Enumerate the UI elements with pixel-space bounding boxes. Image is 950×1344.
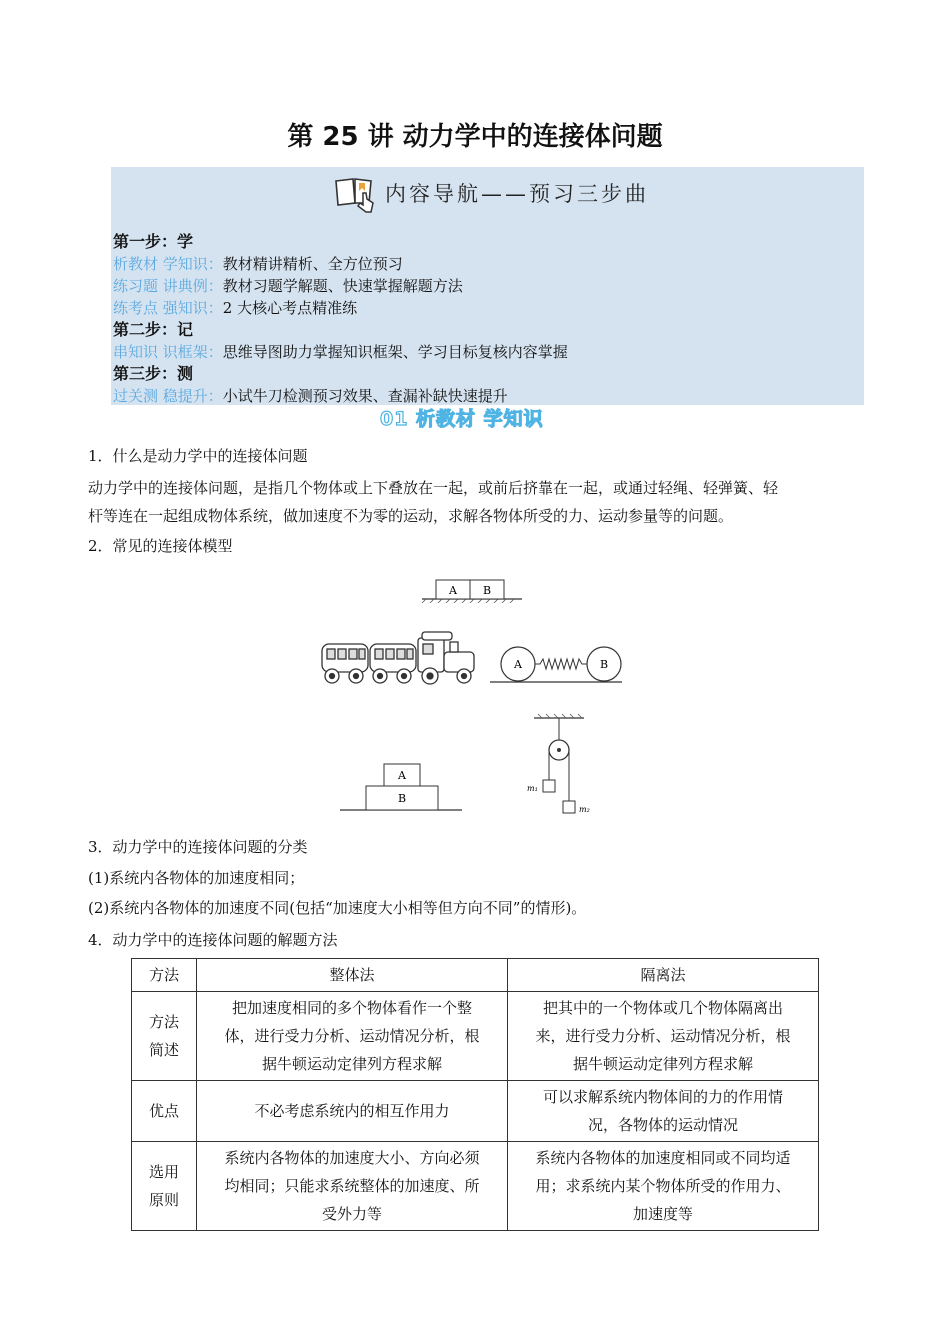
- section-banner: 01 析教材 学知识: [380, 408, 544, 430]
- table-row: [132, 1142, 819, 1231]
- nav-row-label: 串知识 识框架：: [113, 343, 223, 361]
- nav-row-label: 练习题 讲典例：: [113, 277, 223, 295]
- table-cell: [197, 1142, 508, 1231]
- cell-line: 体，进行受力分析、运动情况分析，根: [224, 1027, 480, 1045]
- train-illustration: [322, 632, 474, 684]
- nav-step-2: 第二步：记: [113, 320, 194, 339]
- nav-row: [113, 253, 403, 275]
- page-title: 第 25 讲 动力学中的连接体问题: [287, 122, 663, 152]
- label-a: A: [398, 769, 406, 782]
- label-m2: m₂: [579, 805, 590, 814]
- heading-2: 2．常见的连接体模型: [88, 537, 233, 555]
- paragraph-1b: 杆等连在一起组成物体系统，做加速度不为零的运动，求解各物体所受的力、运动参量等的问题。: [88, 507, 734, 525]
- nav-title: 内容导航——预习三步曲: [385, 182, 649, 206]
- classification-1: (1)系统内各物体的加速度相同；: [88, 869, 305, 887]
- table-cell: [197, 1081, 508, 1142]
- classification-2: (2)系统内各物体的加速度不同(包括“加速度大小相等但方向不同”的情形)。: [88, 899, 587, 917]
- table-cell: [508, 992, 819, 1081]
- table-row-label: 优点: [132, 1081, 197, 1142]
- methods-table: [131, 958, 819, 1231]
- table-cell: [508, 1142, 819, 1231]
- cell-line: 把加速度相同的多个物体看作一个整: [231, 999, 472, 1017]
- nav-row-text: 教材习题学解题、快速掌握解题方法: [222, 277, 463, 295]
- label-line: 原则: [148, 1191, 179, 1209]
- nav-row: [113, 297, 357, 319]
- cell-line: 用；求系统内某个物体所受的作用力、: [535, 1177, 791, 1195]
- table-cell: [508, 1081, 819, 1142]
- table-header: 隔离法: [508, 959, 819, 992]
- model-pulley: [527, 714, 590, 814]
- cell-line: 据牛顿运动定律列方程求解: [261, 1055, 442, 1073]
- content-nav-box: [111, 167, 864, 405]
- nav-row-text: 2 大核心考点精准练: [222, 299, 358, 317]
- model-ab-side-by-side: [422, 580, 522, 603]
- cell-line: 系统内各物体的加速度大小、方向必须: [224, 1149, 480, 1167]
- label-a: A: [449, 584, 457, 597]
- table-row-label: [132, 1142, 197, 1231]
- label-b: B: [397, 792, 407, 805]
- nav-row-text: 教材精讲精析、全方位预习: [222, 255, 403, 273]
- cell-line: 可以求解系统内物体间的力的作用情: [542, 1088, 783, 1106]
- nav-row-label: 析教材 学知识：: [113, 255, 223, 273]
- table-cell: [197, 992, 508, 1081]
- nav-row-text: 思维导图助力掌握知识框架、学习目标复核内容掌握: [222, 343, 568, 361]
- table-header-row: [132, 959, 819, 992]
- cell-line: 不必考虑系统内的相互作用力: [254, 1102, 450, 1120]
- model-stacked-blocks: [340, 764, 462, 810]
- cell-line: 据牛顿运动定律列方程求解: [572, 1055, 753, 1073]
- connected-body-models-figure: [300, 572, 640, 820]
- label-b: B: [599, 658, 609, 671]
- label-line: 简述: [148, 1041, 179, 1059]
- heading-3: 3．动力学中的连接体问题的分类: [88, 838, 308, 856]
- model-spring-balls: [490, 647, 622, 682]
- label-b: B: [482, 584, 492, 597]
- table-header: 整体法: [197, 959, 508, 992]
- nav-header: [333, 173, 649, 213]
- cell-line: 系统内各物体的加速度相同或不同均适: [535, 1149, 791, 1167]
- heading-4: 4．动力学中的连接体问题的解题方法: [88, 931, 338, 949]
- nav-row: [113, 341, 568, 363]
- table-row-label: [132, 992, 197, 1081]
- nav-step-3: 第三步：测: [113, 364, 194, 383]
- cell-line: 均相同；只能求系统整体的加速度、所: [224, 1177, 480, 1195]
- nav-row-text: 小试牛刀检测预习效果、查漏补缺快速提升: [222, 387, 508, 405]
- heading-1: 1．什么是动力学中的连接体问题: [88, 447, 308, 465]
- label-a: A: [514, 658, 522, 671]
- table-header: 方法: [132, 959, 197, 992]
- label-line: 方法: [148, 1013, 179, 1031]
- cell-line: 受外力等: [321, 1205, 382, 1223]
- paragraph-1a: 动力学中的连接体问题，是指几个物体或上下叠放在一起，或前后挤靠在一起，或通过轻绳、轻弹簧、轻: [88, 479, 779, 497]
- nav-row-label: 练考点 强知识：: [113, 299, 223, 317]
- nav-row: [113, 275, 463, 297]
- cell-line: 加速度等: [632, 1205, 693, 1223]
- nav-step-1: 第一步：学: [113, 232, 194, 251]
- table-row: [132, 1081, 819, 1142]
- table-row: [132, 992, 819, 1081]
- label-line: 选用: [148, 1163, 179, 1181]
- book-pointer-icon: [333, 173, 379, 213]
- nav-row-label: 过关测 稳提升：: [113, 387, 223, 405]
- cell-line: 来，进行受力分析、运动情况分析，根: [535, 1027, 791, 1045]
- label-m1: m₁: [527, 784, 538, 793]
- cell-line: 况，各物体的运动情况: [587, 1116, 738, 1134]
- cell-line: 把其中的一个物体或几个物体隔离出: [542, 999, 783, 1017]
